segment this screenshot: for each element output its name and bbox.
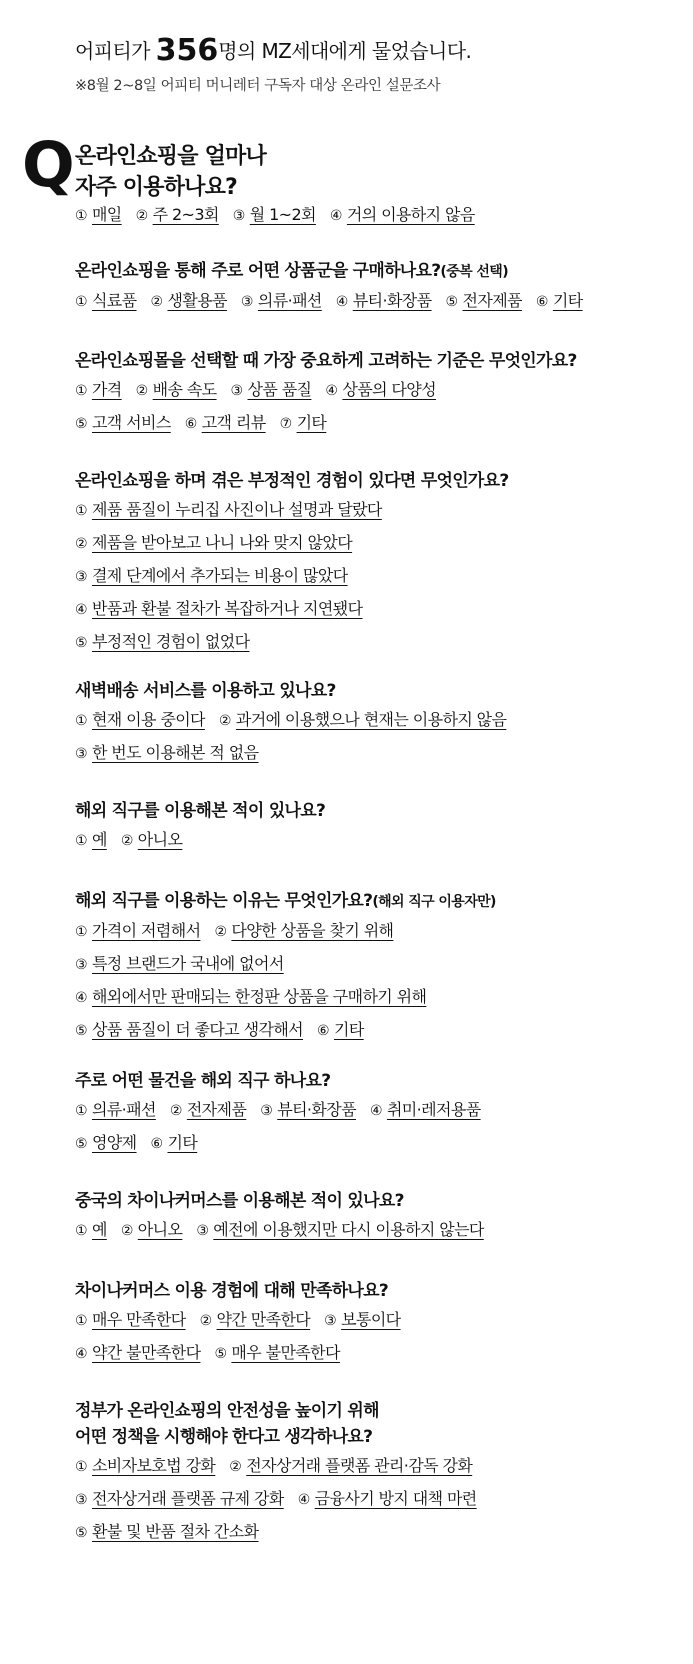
- respondent-count: 356: [155, 33, 219, 68]
- option-number: ⑥: [317, 1023, 329, 1039]
- option-number: ③: [75, 957, 87, 973]
- option-label[interactable]: 식료품: [91, 291, 137, 310]
- option-number: ④: [75, 990, 87, 1006]
- question-title-text: 온라인쇼핑을 하며 겪은 부정적인 경험이 있다면 무엇인가요?: [75, 471, 509, 491]
- option-line: [75, 1214, 675, 1247]
- question-1-title-line: 자주 이용하나요?: [75, 175, 237, 200]
- option-line: [75, 1094, 675, 1127]
- option-label[interactable]: 특정 브랜드가 국내에 없어서: [91, 954, 284, 973]
- option-label[interactable]: 다양한 상품을 찾기 위해: [231, 921, 394, 940]
- option-number: ②: [218, 713, 231, 729]
- answer-option[interactable]: [170, 1094, 246, 1127]
- option-line: [75, 824, 675, 857]
- survey-intro: [75, 34, 675, 95]
- option-line: [75, 1304, 675, 1337]
- option-number: ②: [135, 208, 148, 224]
- option-label[interactable]: 매우 만족한다: [91, 1310, 186, 1329]
- question-title-line: [75, 1188, 675, 1214]
- answer-option[interactable]: [75, 285, 137, 318]
- option-label[interactable]: 결제 단계에서 추가되는 비용이 많았다: [91, 566, 348, 585]
- question-title-line: [75, 798, 675, 824]
- question-title-line: [75, 1398, 675, 1424]
- answer-option[interactable]: [75, 1014, 303, 1047]
- answer-option[interactable]: [298, 1483, 477, 1516]
- intro-headline: [75, 34, 675, 68]
- answer-option[interactable]: [231, 374, 312, 407]
- survey-question: [75, 888, 675, 1047]
- question-title: [75, 1068, 675, 1094]
- survey-question: [75, 199, 675, 232]
- option-number: ①: [75, 1313, 87, 1329]
- option-line: [75, 915, 675, 948]
- question-title-line: [75, 1068, 675, 1094]
- question-title-text: 차이나커머스 이용 경험에 대해 만족하나요?: [75, 1281, 389, 1301]
- option-number: ②: [120, 833, 133, 849]
- question-title: [75, 258, 675, 285]
- answer-option[interactable]: [75, 1214, 107, 1247]
- option-label[interactable]: 가격: [91, 380, 122, 399]
- option-line: [75, 1450, 675, 1483]
- option-label[interactable]: 소비자보호법 강화: [91, 1456, 216, 1475]
- option-label[interactable]: 생활용품: [167, 291, 227, 310]
- option-number: ①: [75, 383, 87, 399]
- option-number: ③: [232, 208, 245, 224]
- option-label[interactable]: 과거에 이용했으나 현재는 이용하지 않음: [235, 710, 507, 729]
- question-title-line: [75, 348, 675, 374]
- option-label[interactable]: 전자제품: [462, 291, 522, 310]
- answer-option[interactable]: [75, 704, 205, 737]
- option-number: ③: [75, 1492, 87, 1508]
- option-label[interactable]: 주 2~3회: [152, 205, 219, 224]
- option-label[interactable]: 전자상거래 플랫폼 관리·감독 강화: [246, 1456, 473, 1475]
- option-number: ②: [135, 383, 148, 399]
- option-label[interactable]: 해외에서만 판매되는 한정판 상품을 구매하기 위해: [91, 987, 427, 1006]
- survey-question: [75, 1188, 675, 1247]
- option-number: ①: [75, 1223, 87, 1239]
- option-label[interactable]: 배송 속도: [152, 380, 217, 399]
- option-number: ①: [75, 1103, 87, 1119]
- survey-question: [75, 678, 675, 770]
- option-label[interactable]: 기타: [333, 1020, 364, 1039]
- option-line: [75, 374, 675, 407]
- answer-option[interactable]: [75, 527, 352, 560]
- option-label[interactable]: 전자상거래 플랫폼 규제 강화: [91, 1489, 284, 1508]
- option-line: [75, 199, 675, 232]
- option-label[interactable]: 뷰티·화장품: [352, 291, 432, 310]
- option-label[interactable]: 기타: [296, 413, 327, 432]
- option-line: [75, 560, 675, 593]
- option-line: [75, 527, 675, 560]
- answer-option[interactable]: [446, 285, 522, 318]
- option-line: [75, 1516, 675, 1549]
- survey-question: [75, 258, 675, 318]
- answer-option[interactable]: [75, 824, 107, 857]
- option-number: ②: [150, 294, 163, 310]
- option-number: ③: [75, 746, 87, 762]
- question-title-text: 온라인쇼핑을 통해 주로 어떤 상품군을 구매하나요?: [75, 261, 441, 281]
- answer-option[interactable]: [75, 737, 258, 770]
- question-title-line: [75, 1424, 675, 1450]
- survey-question: [75, 348, 675, 440]
- option-line: [75, 407, 675, 440]
- question-title: [75, 1188, 675, 1214]
- question-title-line: [75, 1278, 675, 1304]
- option-label[interactable]: 매일: [91, 205, 122, 224]
- option-number: ⑤: [75, 1525, 87, 1541]
- question-title-note: (해외 직구 이용자만): [372, 894, 496, 910]
- answer-option[interactable]: [121, 1214, 183, 1247]
- question-title-text: 해외 직구를 이용해본 적이 있나요?: [75, 801, 326, 821]
- intro-suffix: 명의 MZ세대에게 물었습니다.: [218, 39, 472, 63]
- answer-option[interactable]: [241, 285, 322, 318]
- answer-option[interactable]: [75, 626, 250, 659]
- option-label[interactable]: 제품을 받아보고 나니 나와 맞지 않았다: [91, 533, 353, 552]
- option-label[interactable]: 제품 품질이 누리집 사진이나 설명과 달랐다: [91, 500, 382, 519]
- option-label[interactable]: 고객 서비스: [91, 413, 171, 432]
- answer-option[interactable]: [536, 285, 583, 318]
- option-number: ②: [169, 1103, 182, 1119]
- answer-option[interactable]: [75, 915, 200, 948]
- option-number: ④: [297, 1492, 310, 1508]
- option-number: ②: [214, 924, 227, 940]
- option-line: [75, 981, 675, 1014]
- option-number: ①: [75, 924, 87, 940]
- option-number: ③: [75, 569, 87, 585]
- option-label[interactable]: 보통이다: [341, 1310, 401, 1329]
- option-label[interactable]: 부정적인 경험이 없었다: [91, 632, 250, 651]
- option-number: ②: [75, 536, 87, 552]
- option-number: ⑤: [75, 635, 87, 651]
- option-number: ①: [75, 294, 87, 310]
- question-title-text: 중국의 차이나커머스를 이용해본 적이 있나요?: [75, 1191, 404, 1211]
- question-title-line: [75, 258, 675, 285]
- option-line: [75, 737, 675, 770]
- answer-option[interactable]: [75, 948, 284, 981]
- option-number: ⑤: [445, 294, 458, 310]
- option-line: [75, 626, 675, 659]
- option-number: ①: [75, 833, 87, 849]
- option-label[interactable]: 아니오: [137, 830, 183, 849]
- answer-option[interactable]: [75, 1127, 137, 1160]
- option-line: [75, 704, 675, 737]
- survey-question: [75, 468, 675, 659]
- option-number: ④: [335, 294, 348, 310]
- option-number: ④: [329, 208, 342, 224]
- answer-option[interactable]: [229, 1450, 472, 1483]
- answer-option[interactable]: [75, 1483, 284, 1516]
- answer-option[interactable]: [75, 407, 171, 440]
- option-number: ①: [75, 1459, 87, 1475]
- answer-option[interactable]: [185, 407, 266, 440]
- answer-option[interactable]: [75, 1450, 215, 1483]
- option-label[interactable]: 한 번도 이용해본 적 없음: [91, 743, 259, 762]
- option-number: ④: [75, 1346, 87, 1362]
- answer-option[interactable]: [200, 1304, 311, 1337]
- question-title: [75, 888, 675, 915]
- option-label[interactable]: 약간 불만족한다: [91, 1343, 201, 1362]
- option-label[interactable]: 예전에 이용했지만 다시 이용하지 않는다: [213, 1220, 484, 1239]
- answer-option[interactable]: [324, 1304, 400, 1337]
- answer-option[interactable]: [336, 285, 432, 318]
- question-title-text: 주로 어떤 물건을 해외 직구 하나요?: [75, 1071, 331, 1091]
- option-number: ④: [325, 383, 338, 399]
- option-number: ⑤: [75, 1023, 87, 1039]
- option-number: ②: [199, 1313, 212, 1329]
- option-number: ③: [230, 383, 243, 399]
- option-number: ④: [75, 602, 87, 618]
- option-label[interactable]: 매우 불만족한다: [231, 1343, 340, 1362]
- option-label[interactable]: 영양제: [91, 1133, 137, 1152]
- option-label[interactable]: 기타: [552, 291, 583, 310]
- answer-option[interactable]: [75, 560, 348, 593]
- survey-question: [75, 1068, 675, 1160]
- answer-option[interactable]: [75, 1337, 200, 1370]
- option-number: ⑥: [150, 1136, 163, 1152]
- option-line: [75, 1483, 675, 1516]
- answer-option[interactable]: [151, 285, 227, 318]
- question-title: [75, 1278, 675, 1304]
- question-title-text: 새벽배송 서비스를 이용하고 있나요?: [75, 681, 336, 701]
- answer-option[interactable]: [196, 1214, 483, 1247]
- option-number: ②: [120, 1223, 133, 1239]
- option-line: [75, 494, 675, 527]
- answer-option[interactable]: [75, 1304, 186, 1337]
- question-title: [75, 348, 675, 374]
- answer-option[interactable]: [75, 981, 426, 1014]
- intro-prefix: 어피티가: [75, 39, 150, 63]
- option-number: ⑤: [75, 416, 87, 432]
- option-label[interactable]: 가격이 저렴해서: [91, 921, 201, 940]
- option-number: ⑥: [535, 294, 548, 310]
- answer-option[interactable]: [370, 1094, 481, 1127]
- option-label[interactable]: 월 1~2회: [249, 205, 316, 224]
- option-label[interactable]: 예: [91, 830, 107, 849]
- answer-option[interactable]: [121, 824, 183, 857]
- option-number: ②: [229, 1459, 242, 1475]
- option-label[interactable]: 상품 품질: [247, 380, 312, 399]
- option-number: ①: [75, 713, 87, 729]
- survey-note: ※8월 2~8일 어피티 머니레터 구독자 대상 온라인 설문조사: [75, 78, 441, 94]
- q-mark-icon: Q: [22, 128, 75, 201]
- option-label[interactable]: 예: [91, 1220, 107, 1239]
- answer-option[interactable]: [280, 407, 327, 440]
- survey-question: [75, 1278, 675, 1370]
- question-title-text: 온라인쇼핑몰을 선택할 때 가장 중요하게 고려하는 기준은 무엇인가요?: [75, 351, 577, 371]
- question-title-text: 정부가 온라인쇼핑의 안전성을 높이기 위해: [75, 1401, 379, 1421]
- option-label[interactable]: 상품의 다양성: [342, 380, 436, 399]
- question-title: [75, 1398, 675, 1450]
- answer-option[interactable]: [325, 374, 436, 407]
- answer-option[interactable]: [75, 593, 362, 626]
- question-title-note: (중복 선택): [440, 264, 508, 280]
- option-number: ⑤: [75, 1136, 87, 1152]
- option-line: [75, 285, 675, 318]
- option-number: ⑤: [214, 1346, 227, 1362]
- option-label[interactable]: 전자제품: [186, 1100, 247, 1119]
- answer-option[interactable]: [233, 199, 316, 232]
- option-label[interactable]: 의류·패션: [91, 1100, 156, 1119]
- option-label[interactable]: 환불 및 반품 절차 간소화: [91, 1522, 259, 1541]
- option-number: ①: [75, 503, 87, 519]
- option-line: [75, 593, 675, 626]
- option-label[interactable]: 고객 리뷰: [201, 413, 266, 432]
- option-label[interactable]: 취미·레저용품: [386, 1100, 481, 1119]
- question-title-text: 해외 직구를 이용하는 이유는 무엇인가요?: [75, 891, 373, 911]
- answer-option[interactable]: [136, 199, 219, 232]
- answer-option[interactable]: [330, 199, 475, 232]
- option-line: [75, 1127, 675, 1160]
- option-label[interactable]: 기타: [167, 1133, 198, 1152]
- question-title-line: [75, 468, 675, 494]
- answer-option[interactable]: [317, 1014, 364, 1047]
- option-number: ③: [240, 294, 253, 310]
- option-line: [75, 948, 675, 981]
- answer-option[interactable]: [219, 704, 506, 737]
- question-title-line: [75, 678, 675, 704]
- question-title-text: 어떤 정책을 시행해야 한다고 생각하나요?: [75, 1427, 373, 1447]
- answer-option[interactable]: [75, 374, 122, 407]
- question-title: [75, 798, 675, 824]
- option-line: [75, 1014, 675, 1047]
- question-title-line: [75, 888, 675, 915]
- question-title: [75, 468, 675, 494]
- question-1-title: [75, 141, 266, 203]
- survey-question: [75, 798, 675, 857]
- option-number: ③: [196, 1223, 209, 1239]
- option-label[interactable]: 의류·패션: [257, 291, 322, 310]
- option-number: ④: [370, 1103, 382, 1119]
- option-label[interactable]: 뷰티·화장품: [277, 1100, 356, 1119]
- option-label[interactable]: 반품과 환불 절차가 복잡하거나 지연됐다: [91, 599, 363, 618]
- answer-option[interactable]: [151, 1127, 198, 1160]
- answer-option[interactable]: [260, 1094, 356, 1127]
- question-title: [75, 678, 675, 704]
- option-label[interactable]: 금융사기 방지 대책 마련: [314, 1489, 477, 1508]
- answer-option[interactable]: [75, 199, 122, 232]
- answer-option[interactable]: [214, 1337, 339, 1370]
- option-line: [75, 1337, 675, 1370]
- option-label[interactable]: 약간 만족한다: [216, 1310, 311, 1329]
- question-1-title-line: 온라인쇼핑을 얼마나: [75, 144, 266, 169]
- answer-option[interactable]: [75, 494, 382, 527]
- answer-option[interactable]: [75, 1094, 156, 1127]
- option-number: ③: [324, 1313, 337, 1329]
- answer-option[interactable]: [75, 1516, 258, 1549]
- option-number: ⑥: [184, 416, 197, 432]
- answer-option[interactable]: [214, 915, 393, 948]
- option-label[interactable]: 현재 이용 중이다: [91, 710, 205, 729]
- option-number: ①: [75, 208, 87, 224]
- option-label[interactable]: 거의 이용하지 않음: [346, 205, 475, 224]
- survey-question: [75, 1398, 675, 1549]
- option-label[interactable]: 아니오: [137, 1220, 183, 1239]
- option-number: ⑦: [279, 416, 292, 432]
- answer-option[interactable]: [136, 374, 217, 407]
- option-label[interactable]: 상품 품질이 더 좋다고 생각해서: [91, 1020, 304, 1039]
- option-number: ③: [260, 1103, 273, 1119]
